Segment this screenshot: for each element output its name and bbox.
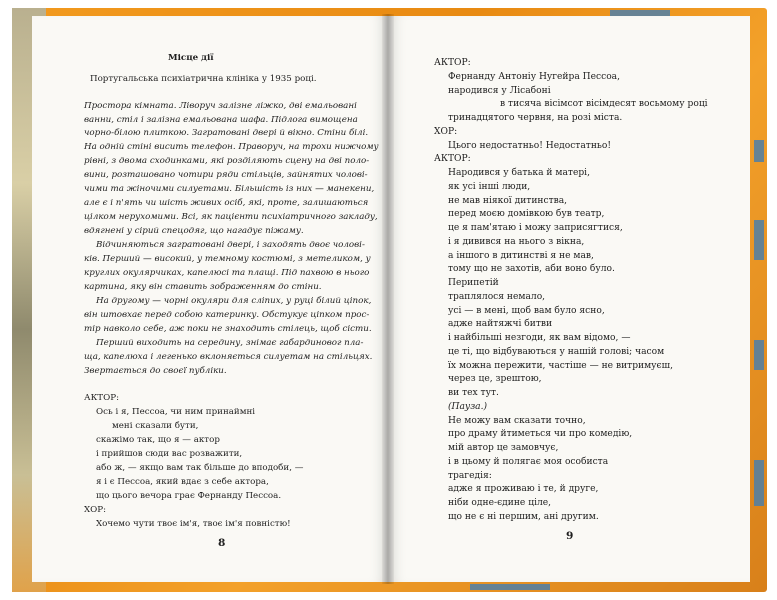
dialogue-line: Фернанду Антоніу Нугейра Пессоа, [448,71,621,82]
dialogue-line: а іншого в дитинстві я не мав, [448,250,594,261]
dialogue-line: їх можна пережити, частіше — не витримуєш, [448,360,674,371]
dialogue-line: я і є Пессоа, який вдає з себе актора, [96,477,269,488]
dialogue-line: усі — в мені, щоб вам було ясно, [448,305,605,316]
stage-direction-line: він штовхає перед собою катеринку. Обстукує ціпком прос- [84,309,370,320]
dialogue-line: як усі інші люди, [448,181,531,192]
stage-direction-line: вини, розташовано чотири ряди стільців, зайнятих чолові- [84,170,368,181]
dialogue-line: ви тех тут. [448,388,499,399]
stage-direction-line: ванни, стіл і залізна емальована шафа. Підлога вимощена [84,114,358,125]
stage-direction-line: але є і п'ять чи шість живих осіб, які, проте, залишаються [84,198,369,209]
dialogue-line: і я дивився на нього з вікна, [448,236,585,247]
dialogue-line: це я пам'ятаю і можу заприсягтися, [448,223,623,234]
stage-direction-line: тір навколо себе, аж поки не знаходить стілець, щоб сісти. [84,323,372,334]
cover-stripe [470,584,550,590]
stage-direction-pause: (Пауза.) [448,401,488,412]
stage-direction-line: круглих окулярчиках, капелюсі та плащі. Під пахвою в нього [84,267,370,278]
cover-stripe [754,340,764,370]
page-heading: Місце дії [168,53,214,63]
dialogue-line: Ось і я, Пессоа, чи ним принаймні [96,407,256,418]
cover-stripe [754,140,764,162]
dialogue-line: мені сказали бути, [112,421,199,432]
stage-direction-line: На другому — чорні окуляри для сліпих, у руці білий ціпок, [96,295,372,306]
speaker-label-chorus: ХОР: [84,505,107,516]
stage-direction-line: Відчиняються загратовані двері, і заходять двоє чолові- [96,240,365,251]
dialogue-line: Цього недостатньо! Недостатньо! [448,140,611,151]
dialogue-line: це ті, що відбуваються у нашій голові; часом [448,346,665,357]
cover-stripe [754,460,764,506]
stage-direction-line: рівні, з двома сходинками, які розділяють сцену на дві поло- [84,156,370,167]
stage-direction-line: ща, капелюха і легенько вклоняється силуетам на стільцях. [84,351,373,362]
dialogue-line: Народився у батька й матері, [448,168,590,179]
speaker-label-actor: АКТОР: [84,393,119,404]
dialogue-line: траплялося немало, [448,291,546,302]
dialogue-line: трагедія: [448,470,492,481]
stage-direction-line: цілком нерухомими. Всі, як пацієнти психіатричного закладу, [84,212,378,223]
speaker-label-chorus: ХОР: [434,126,458,137]
stage-direction-line: Звертається до своєї публіки. [84,365,227,376]
dialogue-line: і найбільші незгоди, як вам відомо, — [448,333,631,344]
speaker-label-actor: АКТОР: [434,154,471,165]
book-gutter [382,14,394,584]
page-number: 9 [566,530,574,542]
dialogue-line: що не є ні першим, ані другим. [448,512,599,522]
dialogue-line: тому що не захотів, аби воно було. [448,264,615,275]
dialogue-line: адже я проживаю і те, й друге, [448,484,599,495]
stage-direction-line: картина, яку він ставить зображенням до стіни. [84,281,322,292]
speaker-label-actor: АКТОР: [434,58,471,68]
stage-direction-line: ків. Перший — високий, у темному костюмі, з метеликом, у [84,254,371,264]
dialogue-line: і в цьому й полягає моя особиста [448,456,609,467]
dialogue-line: мій автор це замовчує, [448,443,559,454]
page-number: 8 [218,537,226,549]
stage-direction-line: вдягнені у сірий спецодяг, що нагадує піжаму. [84,226,304,237]
dialogue-line: через це, зрештою, [448,374,542,385]
dialogue-line: перед моєю домівкою був театр, [448,209,605,220]
stage-direction-line: Простора кімната. Ліворуч залізне ліжко, дві емальовані [84,100,357,111]
dialogue-line: адже найтяжчі битви [448,319,553,330]
stage-direction-line: Перший виходить на середину, знімає габардиновог пла- [96,337,364,348]
stage-direction-line: чорно-білою плиткою. Загратовані двері й вікно. Стіни білі. [84,128,369,139]
dialogue-line: або ж, — якщо вам так більше до вподоби, — [96,463,304,474]
stage-direction-line: На одній стіні висить телефон. Праворуч, на трохи нижчому [84,142,379,153]
dialogue-line: скажімо так, що я — актор [96,435,220,446]
dialogue-line: не мав ніякої дитинства, [448,195,568,206]
dialogue-line: що цього вечора грає Фернанду Пессоа. [96,491,282,502]
cover-stripe [754,220,764,260]
dialogue-line: Хочемо чути твоє ім'я, твоє ім'я повністю! [96,519,291,529]
dialogue-line: про драму йтиметься чи про комедію, [448,429,633,440]
dialogue-line: Перипетій [448,278,499,289]
dialogue-line: народився у Лісабоні [448,85,551,96]
dialogue-line: тринадцятого червня, на розі міста. [448,113,623,124]
dialogue-line: в тисяча вісімсот вісімдесят восьмому році [500,99,708,110]
dialogue-line: Не можу вам сказати точно, [448,415,586,426]
stage-direction-line: чими та жіночими силуетами. Більшість із них — манекени, [84,184,375,195]
dialogue-line: і прийшов сюди вас розважити, [96,449,243,460]
dialogue-line: ніби одне-єдине ціле, [448,498,552,509]
setting-subtitle: Португальська психіатрична клініка у 1935 році. [90,73,317,84]
